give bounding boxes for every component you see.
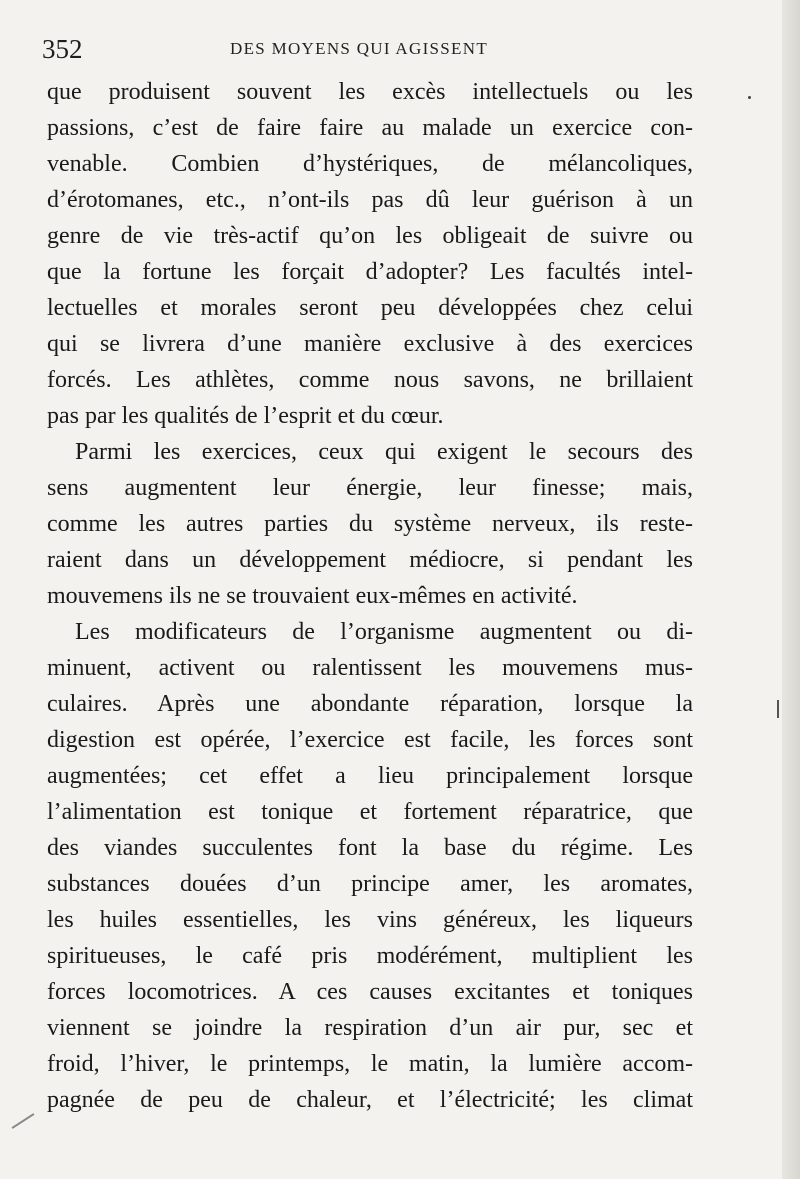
text-line: qui se livrera d’une manière exclusive à des exercices bbox=[47, 331, 693, 357]
text-line: comme les autres parties du système nerveux, ils reste- bbox=[47, 511, 693, 537]
text-line: des viandes succulentes font la base du régime. Les bbox=[47, 835, 693, 861]
text-line: forcés. Les athlètes, comme nous savons, ne brillaient bbox=[47, 367, 693, 393]
text-line: digestion est opérée, l’exercice est facile, les forces sont bbox=[47, 727, 693, 753]
text-line: pas par les qualités de l’esprit et du cœur. bbox=[47, 403, 444, 429]
text-line: forces locomotrices. A ces causes excitantes et toniques bbox=[47, 979, 693, 1005]
text-line: d’érotomanes, etc., n’ont-ils pas dû leur guérison à un bbox=[47, 187, 693, 213]
text-line: que produisent souvent les excès intellectuels ou les bbox=[47, 79, 693, 105]
text-line: lectuelles et morales seront peu développées chez celui bbox=[47, 295, 693, 321]
text-line: genre de vie très-actif qu’on les obligeait de suivre ou bbox=[47, 223, 693, 249]
text-line: mouvemens ils ne se trouvaient eux-mêmes en activité. bbox=[47, 583, 578, 609]
body-text bbox=[47, 74, 693, 1118]
margin-speck bbox=[748, 96, 751, 99]
page-edge-shadow bbox=[782, 0, 800, 1179]
page-header bbox=[42, 34, 722, 64]
text-line: que la fortune les forçait d’adopter? Les facultés intel- bbox=[47, 259, 693, 285]
text-line: l’alimentation est tonique et fortement réparatrice, que bbox=[47, 799, 693, 825]
text-line: raient dans un développement médiocre, si pendant les bbox=[47, 547, 693, 573]
text-line: viennent se joindre la respiration d’un air pur, sec et bbox=[47, 1015, 693, 1041]
text-line: venable. Combien d’hystériques, de mélancoliques, bbox=[47, 151, 693, 177]
page-number: 352 bbox=[42, 34, 83, 64]
text-line: pagnée de peu de chaleur, et l’électricité; les climat bbox=[47, 1087, 693, 1113]
text-line: froid, l’hiver, le printemps, le matin, la lumière accom- bbox=[47, 1051, 693, 1077]
text-line: sens augmentent leur énergie, leur finesse; mais, bbox=[47, 475, 693, 501]
scan-mark bbox=[12, 1113, 35, 1129]
text-line: culaires. Après une abondante réparation, lorsque la bbox=[47, 691, 693, 717]
margin-mark bbox=[777, 700, 779, 718]
running-head: DES MOYENS QUI AGISSENT bbox=[230, 39, 488, 58]
paragraph-start-line: Les modificateurs de l’organisme augmentent ou di- bbox=[75, 619, 693, 645]
text-line: passions, c’est de faire faire au malade un exercice con- bbox=[47, 115, 693, 141]
text-line: minuent, activent ou ralentissent les mouvemens mus- bbox=[47, 655, 693, 681]
text-line: augmentées; cet effet a lieu principalement lorsque bbox=[47, 763, 693, 789]
text-line: spiritueuses, le café pris modérément, multiplient les bbox=[47, 943, 693, 969]
text-line: les huiles essentielles, les vins généreux, les liqueurs bbox=[47, 907, 693, 933]
paragraph-start-line: Parmi les exercices, ceux qui exigent le secours des bbox=[75, 439, 693, 465]
text-line: substances douées d’un principe amer, les aromates, bbox=[47, 871, 693, 897]
